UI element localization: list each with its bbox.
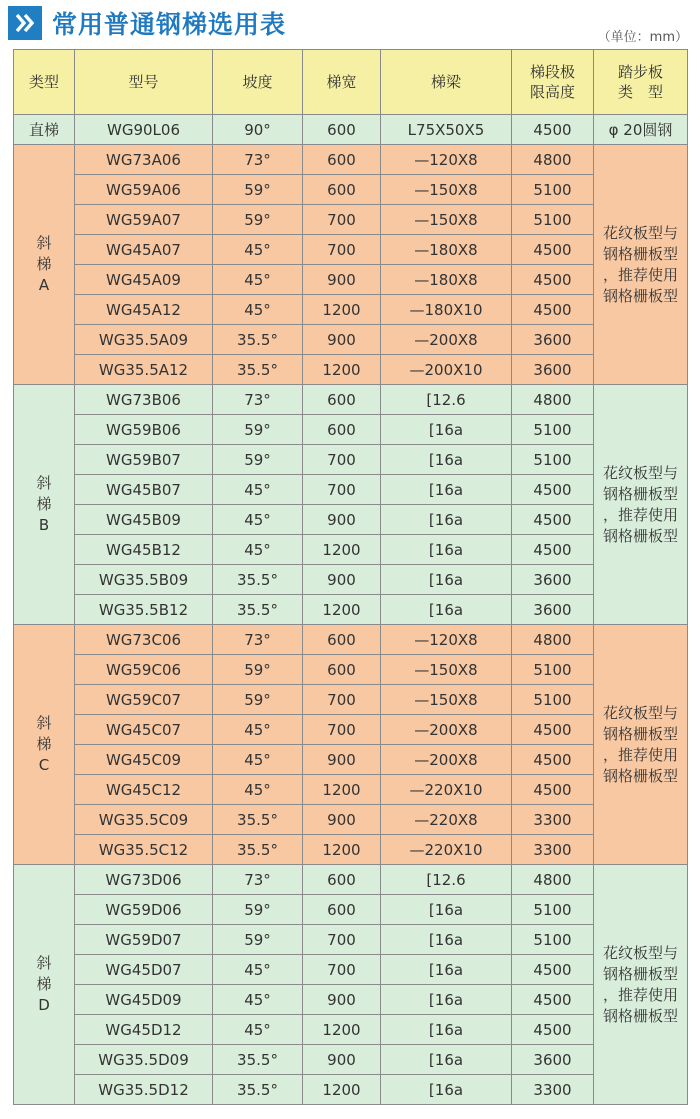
width-cell: 1200 xyxy=(303,295,381,325)
height-cell: 3300 xyxy=(512,835,594,865)
slope-cell: 35.5° xyxy=(213,565,303,595)
model-cell: WG35.5C09 xyxy=(75,805,213,835)
step-cell: φ 20圆钢 xyxy=(594,115,688,145)
table-row xyxy=(14,625,688,655)
step-cell: 花纹板型与 钢格栅板型 ，推荐使用 钢格栅板型 xyxy=(594,865,688,1105)
height-cell: 4500 xyxy=(512,475,594,505)
model-cell: WG45B07 xyxy=(75,475,213,505)
height-cell: 5100 xyxy=(512,895,594,925)
slope-cell: 45° xyxy=(213,985,303,1015)
table-row xyxy=(14,385,688,415)
model-cell: WG35.5D09 xyxy=(75,1045,213,1075)
height-cell: 3300 xyxy=(512,805,594,835)
table-row xyxy=(14,265,688,295)
height-cell: 5100 xyxy=(512,685,594,715)
height-cell: 4500 xyxy=(512,715,594,745)
height-cell: 4500 xyxy=(512,235,594,265)
table-row xyxy=(14,1015,688,1045)
model-cell: WG35.5B09 xyxy=(75,565,213,595)
table-row xyxy=(14,865,688,895)
page-header xyxy=(8,6,286,40)
height-cell: 4500 xyxy=(512,1015,594,1045)
type-cell: 直梯 xyxy=(14,115,75,145)
height-cell: 5100 xyxy=(512,925,594,955)
width-cell: 1200 xyxy=(303,1015,381,1045)
table-row xyxy=(14,145,688,175)
beam-cell: [16a xyxy=(381,475,512,505)
table-row xyxy=(14,235,688,265)
height-cell: 3300 xyxy=(512,1075,594,1105)
width-cell: 600 xyxy=(303,115,381,145)
height-cell: 5100 xyxy=(512,205,594,235)
table-row xyxy=(14,475,688,505)
table-row xyxy=(14,715,688,745)
height-cell: 4800 xyxy=(512,145,594,175)
height-cell: 5100 xyxy=(512,445,594,475)
width-cell: 700 xyxy=(303,205,381,235)
beam-cell: [16a xyxy=(381,925,512,955)
width-cell: 900 xyxy=(303,325,381,355)
beam-cell: —180X8 xyxy=(381,265,512,295)
width-cell: 700 xyxy=(303,955,381,985)
type-cell: 斜 梯 D xyxy=(14,865,75,1105)
model-cell: WG73B06 xyxy=(75,385,213,415)
height-cell: 4500 xyxy=(512,775,594,805)
type-cell: 斜 梯 A xyxy=(14,145,75,385)
slope-cell: 59° xyxy=(213,175,303,205)
width-cell: 600 xyxy=(303,415,381,445)
model-cell: WG59A07 xyxy=(75,205,213,235)
height-cell: 4500 xyxy=(512,295,594,325)
beam-cell: —150X8 xyxy=(381,685,512,715)
beam-cell: —200X10 xyxy=(381,355,512,385)
slope-cell: 45° xyxy=(213,715,303,745)
table-row xyxy=(14,775,688,805)
model-cell: WG73D06 xyxy=(75,865,213,895)
slope-cell: 45° xyxy=(213,505,303,535)
width-cell: 700 xyxy=(303,925,381,955)
type-cell: 斜 梯 B xyxy=(14,385,75,625)
table-row xyxy=(14,745,688,775)
table-row xyxy=(14,595,688,625)
beam-cell: —200X8 xyxy=(381,325,512,355)
slope-cell: 73° xyxy=(213,145,303,175)
beam-cell: —150X8 xyxy=(381,655,512,685)
height-cell: 4500 xyxy=(512,955,594,985)
table-row xyxy=(14,175,688,205)
beam-cell: —200X8 xyxy=(381,715,512,745)
width-cell: 900 xyxy=(303,565,381,595)
width-cell: 900 xyxy=(303,745,381,775)
beam-cell: L75X50X5 xyxy=(381,115,512,145)
steel-ladder-table xyxy=(13,49,688,1105)
height-cell: 4800 xyxy=(512,385,594,415)
table-row xyxy=(14,535,688,565)
slope-cell: 90° xyxy=(213,115,303,145)
beam-cell: [16a xyxy=(381,505,512,535)
width-cell: 900 xyxy=(303,1045,381,1075)
table-row xyxy=(14,505,688,535)
height-cell: 4500 xyxy=(512,265,594,295)
table-row xyxy=(14,115,688,145)
width-cell: 700 xyxy=(303,445,381,475)
beam-cell: —220X10 xyxy=(381,775,512,805)
table-row xyxy=(14,1045,688,1075)
model-cell: WG45B09 xyxy=(75,505,213,535)
slope-cell: 35.5° xyxy=(213,1075,303,1105)
slope-cell: 59° xyxy=(213,205,303,235)
slope-cell: 73° xyxy=(213,625,303,655)
table-row xyxy=(14,415,688,445)
page-title: 常用普通钢梯选用表 xyxy=(52,10,287,39)
column-header: 踏步板 类 型 xyxy=(594,50,688,115)
height-cell: 5100 xyxy=(512,415,594,445)
width-cell: 700 xyxy=(303,715,381,745)
width-cell: 1200 xyxy=(303,355,381,385)
table-row xyxy=(14,835,688,865)
table-header-row xyxy=(14,50,688,115)
type-cell: 斜 梯 C xyxy=(14,625,75,865)
model-cell: WG45C09 xyxy=(75,745,213,775)
height-cell: 4800 xyxy=(512,865,594,895)
beam-cell: —150X8 xyxy=(381,175,512,205)
height-cell: 5100 xyxy=(512,175,594,205)
table-row xyxy=(14,355,688,385)
model-cell: WG45C12 xyxy=(75,775,213,805)
beam-cell: [16a xyxy=(381,1075,512,1105)
column-header: 型号 xyxy=(75,50,213,115)
width-cell: 900 xyxy=(303,505,381,535)
beam-cell: —220X10 xyxy=(381,835,512,865)
beam-cell: [16a xyxy=(381,445,512,475)
table-row xyxy=(14,955,688,985)
width-cell: 1200 xyxy=(303,535,381,565)
beam-cell: —180X10 xyxy=(381,295,512,325)
model-cell: WG90L06 xyxy=(75,115,213,145)
beam-cell: [16a xyxy=(381,595,512,625)
beam-cell: [12.6 xyxy=(381,385,512,415)
table-row xyxy=(14,805,688,835)
beam-cell: —150X8 xyxy=(381,205,512,235)
slope-cell: 59° xyxy=(213,685,303,715)
model-cell: WG45B12 xyxy=(75,535,213,565)
height-cell: 5100 xyxy=(512,655,594,685)
unit-label: （单位：mm） xyxy=(597,30,688,45)
slope-cell: 35.5° xyxy=(213,1045,303,1075)
table-row xyxy=(14,655,688,685)
table-row xyxy=(14,685,688,715)
width-cell: 700 xyxy=(303,235,381,265)
beam-cell: [16a xyxy=(381,895,512,925)
height-cell: 3600 xyxy=(512,1045,594,1075)
beam-cell: [16a xyxy=(381,985,512,1015)
width-cell: 1200 xyxy=(303,775,381,805)
slope-cell: 45° xyxy=(213,745,303,775)
width-cell: 700 xyxy=(303,685,381,715)
width-cell: 600 xyxy=(303,385,381,415)
slope-cell: 59° xyxy=(213,925,303,955)
slope-cell: 59° xyxy=(213,415,303,445)
model-cell: WG59B07 xyxy=(75,445,213,475)
model-cell: WG45A12 xyxy=(75,295,213,325)
model-cell: WG45D12 xyxy=(75,1015,213,1045)
slope-cell: 59° xyxy=(213,445,303,475)
slope-cell: 35.5° xyxy=(213,325,303,355)
width-cell: 600 xyxy=(303,865,381,895)
height-cell: 3600 xyxy=(512,355,594,385)
width-cell: 600 xyxy=(303,655,381,685)
table-row xyxy=(14,895,688,925)
slope-cell: 45° xyxy=(213,295,303,325)
height-cell: 3600 xyxy=(512,595,594,625)
model-cell: WG35.5C12 xyxy=(75,835,213,865)
slope-cell: 45° xyxy=(213,475,303,505)
width-cell: 900 xyxy=(303,805,381,835)
table-row xyxy=(14,445,688,475)
table-row xyxy=(14,325,688,355)
height-cell: 3600 xyxy=(512,565,594,595)
beam-cell: [12.6 xyxy=(381,865,512,895)
height-cell: 4500 xyxy=(512,535,594,565)
width-cell: 600 xyxy=(303,625,381,655)
width-cell: 700 xyxy=(303,475,381,505)
width-cell: 900 xyxy=(303,265,381,295)
slope-cell: 45° xyxy=(213,955,303,985)
beam-cell: [16a xyxy=(381,415,512,445)
height-cell: 4500 xyxy=(512,745,594,775)
slope-cell: 59° xyxy=(213,895,303,925)
width-cell: 900 xyxy=(303,985,381,1015)
slope-cell: 35.5° xyxy=(213,355,303,385)
column-header: 梯梁 xyxy=(381,50,512,115)
model-cell: WG35.5B12 xyxy=(75,595,213,625)
column-header: 坡度 xyxy=(213,50,303,115)
height-cell: 4500 xyxy=(512,505,594,535)
slope-cell: 73° xyxy=(213,385,303,415)
model-cell: WG45D07 xyxy=(75,955,213,985)
step-cell: 花纹板型与 钢格栅板型 ，推荐使用 钢格栅板型 xyxy=(594,145,688,385)
width-cell: 600 xyxy=(303,895,381,925)
model-cell: WG73C06 xyxy=(75,625,213,655)
model-cell: WG45A09 xyxy=(75,265,213,295)
width-cell: 1200 xyxy=(303,1075,381,1105)
model-cell: WG45D09 xyxy=(75,985,213,1015)
table-row xyxy=(14,985,688,1015)
column-header: 梯宽 xyxy=(303,50,381,115)
table-row xyxy=(14,205,688,235)
step-cell: 花纹板型与 钢格栅板型 ，推荐使用 钢格栅板型 xyxy=(594,625,688,865)
model-cell: WG45C07 xyxy=(75,715,213,745)
height-cell: 4500 xyxy=(512,985,594,1015)
model-cell: WG45A07 xyxy=(75,235,213,265)
table-row xyxy=(14,565,688,595)
model-cell: WG59A06 xyxy=(75,175,213,205)
table-row xyxy=(14,295,688,325)
beam-cell: [16a xyxy=(381,955,512,985)
slope-cell: 59° xyxy=(213,655,303,685)
beam-cell: [16a xyxy=(381,535,512,565)
width-cell: 600 xyxy=(303,145,381,175)
slope-cell: 45° xyxy=(213,235,303,265)
beam-cell: —120X8 xyxy=(381,625,512,655)
slope-cell: 73° xyxy=(213,865,303,895)
model-cell: WG59C07 xyxy=(75,685,213,715)
model-cell: WG73A06 xyxy=(75,145,213,175)
height-cell: 4800 xyxy=(512,625,594,655)
model-cell: WG35.5D12 xyxy=(75,1075,213,1105)
model-cell: WG59D06 xyxy=(75,895,213,925)
model-cell: WG35.5A12 xyxy=(75,355,213,385)
model-cell: WG59D07 xyxy=(75,925,213,955)
beam-cell: —180X8 xyxy=(381,235,512,265)
slope-cell: 45° xyxy=(213,775,303,805)
beam-cell: [16a xyxy=(381,565,512,595)
slope-cell: 35.5° xyxy=(213,595,303,625)
beam-cell: [16a xyxy=(381,1015,512,1045)
model-cell: WG59B06 xyxy=(75,415,213,445)
model-cell: WG35.5A09 xyxy=(75,325,213,355)
slope-cell: 45° xyxy=(213,535,303,565)
beam-cell: —200X8 xyxy=(381,745,512,775)
column-header: 梯段极 限高度 xyxy=(512,50,594,115)
width-cell: 600 xyxy=(303,175,381,205)
height-cell: 4500 xyxy=(512,115,594,145)
slope-cell: 35.5° xyxy=(213,805,303,835)
double-chevron-right-icon xyxy=(8,6,42,40)
width-cell: 1200 xyxy=(303,835,381,865)
beam-cell: —220X8 xyxy=(381,805,512,835)
beam-cell: [16a xyxy=(381,1045,512,1075)
height-cell: 3600 xyxy=(512,325,594,355)
model-cell: WG59C06 xyxy=(75,655,213,685)
slope-cell: 35.5° xyxy=(213,835,303,865)
step-cell: 花纹板型与 钢格栅板型 ，推荐使用 钢格栅板型 xyxy=(594,385,688,625)
table-row xyxy=(14,925,688,955)
width-cell: 1200 xyxy=(303,595,381,625)
table-body xyxy=(14,115,688,1105)
column-header: 类型 xyxy=(14,50,75,115)
beam-cell: —120X8 xyxy=(381,145,512,175)
slope-cell: 45° xyxy=(213,265,303,295)
slope-cell: 45° xyxy=(213,1015,303,1045)
table-row xyxy=(14,1075,688,1105)
